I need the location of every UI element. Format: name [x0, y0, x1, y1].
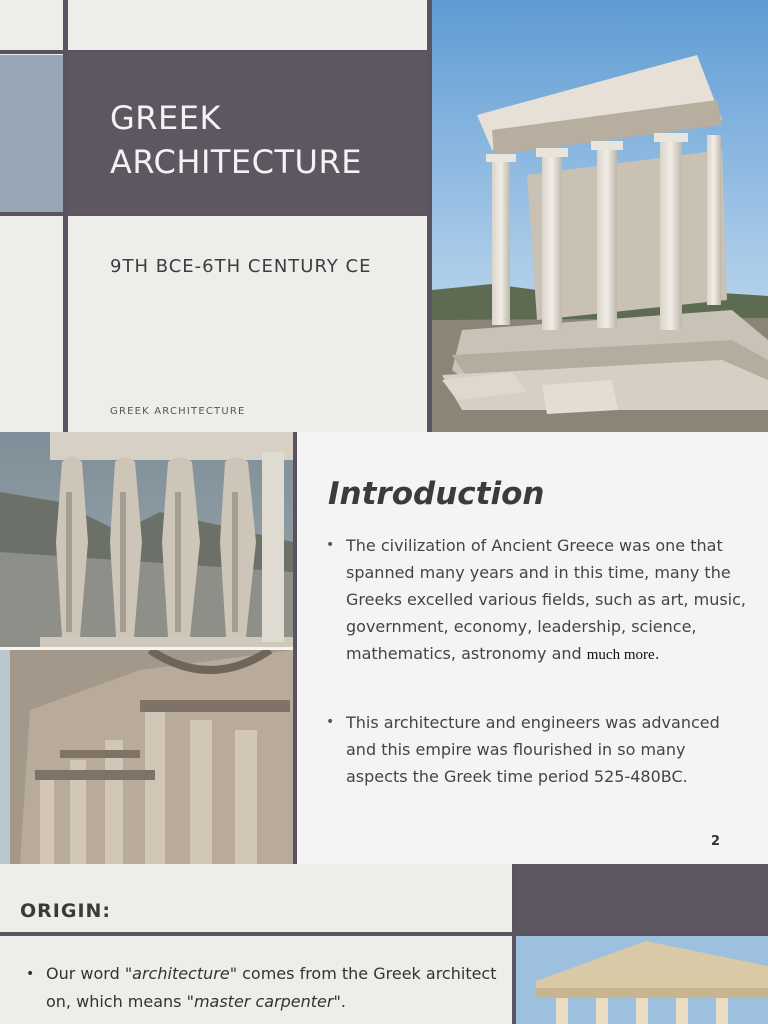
accent-block	[512, 864, 768, 932]
library-of-celsus-photo	[0, 650, 293, 864]
list-item: • This architecture and engineers was advanced and this empire was flourished in so many aspects the Greek time period 525-480BC.	[326, 709, 746, 790]
slide-footer: GREEK ARCHITECTURE	[110, 406, 246, 417]
temple-of-athena-nike-photo	[432, 0, 768, 432]
page-number: 2	[711, 834, 721, 849]
accent-block	[0, 55, 63, 212]
caryatids-photo	[0, 432, 293, 647]
title-slide	[0, 0, 768, 432]
slide-heading: Introduction	[328, 476, 545, 512]
list-item: • Our word "architecture" comes from the Greek architect on, which means "master carpenter".	[26, 960, 506, 1016]
presentation-subtitle: 9TH BCE-6TH CENTURY CE	[110, 256, 372, 277]
slide-heading: ORIGIN:	[20, 900, 112, 922]
origin-slide	[0, 864, 768, 1024]
presentation-title: GREEK ARCHITECTURE	[110, 99, 362, 181]
introduction-slide	[0, 432, 768, 864]
divider	[293, 432, 297, 864]
temple-photo	[516, 936, 768, 1024]
list-item: • The civilization of Ancient Greece was one that spanned many years and in this time, many the Greeks excelled various fields, such as art, music, government, economy, leadership, science, mathematics, astronomy and much more.	[326, 532, 746, 669]
bullet-list	[326, 532, 746, 830]
